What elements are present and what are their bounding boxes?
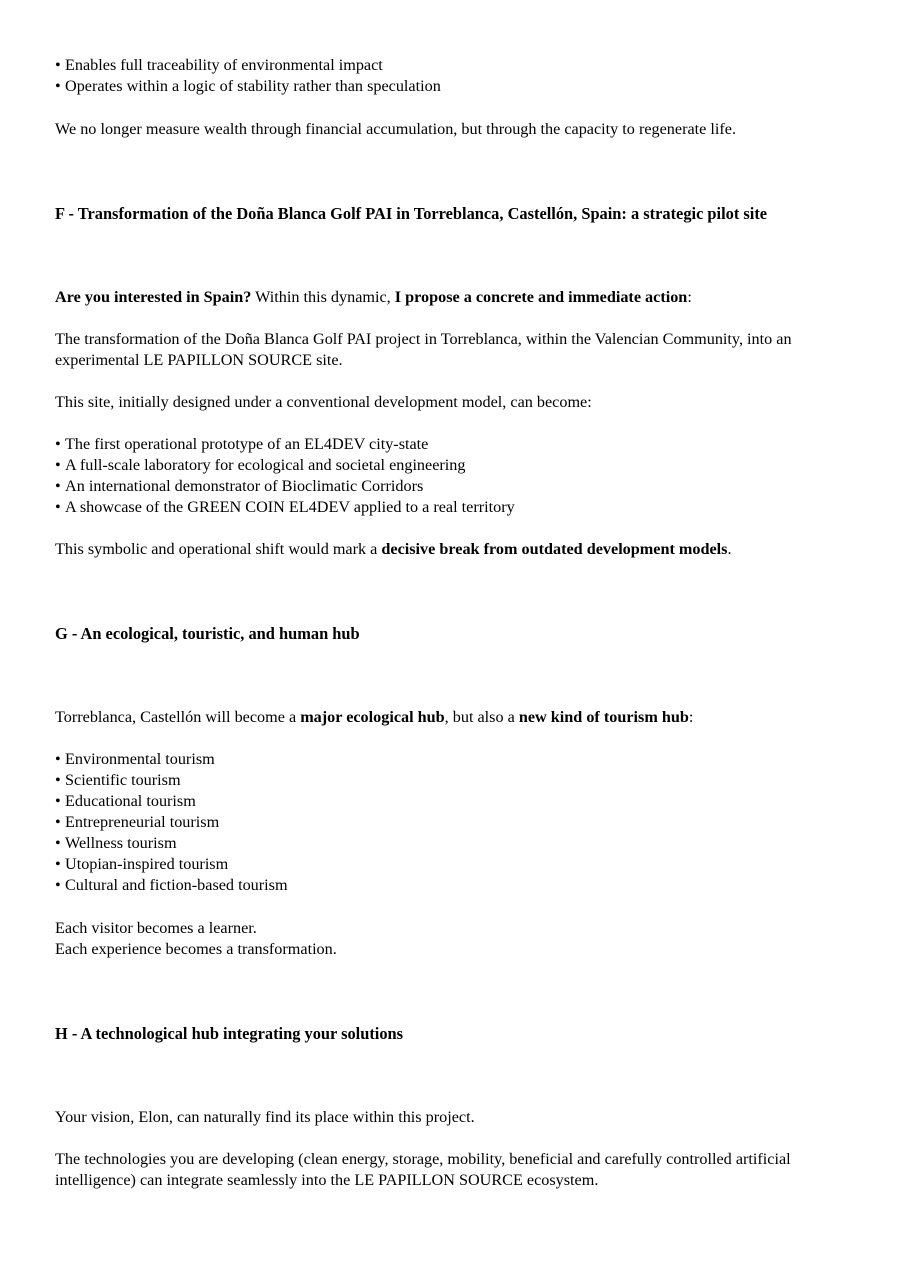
hub-statement-paragraph <box>55 707 840 728</box>
hub-bold-ecological: major ecological hub <box>300 708 445 726</box>
intro-regular-text: Within this dynamic, <box>251 288 395 306</box>
hub-colon: : <box>688 708 694 726</box>
spacer <box>55 224 840 287</box>
list-item <box>55 875 840 896</box>
experience-transformation-line: Each experience becomes a transformation. <box>55 940 337 958</box>
bullet-text: A showcase of the GREEN COIN EL4DEV applied to a real territory <box>65 498 515 516</box>
section-f-heading: F - Transformation of the Doña Blanca Golf PAI in Torreblanca, Castellón, Spain: a strategic pilot site <box>55 204 768 223</box>
list-item <box>55 749 840 770</box>
spacer <box>55 308 840 329</box>
shift-period: . <box>727 540 732 558</box>
bullet-text: Enables full traceability of environmental impact <box>65 56 383 74</box>
bullet-text: Entrepreneurial tourism <box>65 813 220 831</box>
list-item <box>55 770 840 791</box>
intro-bullet-list <box>55 55 840 97</box>
spacer <box>55 1044 840 1107</box>
bullet-text: An international demonstrator of Bioclimatic Corridors <box>65 477 424 495</box>
document-body <box>55 55 840 1191</box>
vision-paragraph: Your vision, Elon, can naturally find its place within this project. <box>55 1108 475 1126</box>
list-item <box>55 434 840 455</box>
bullet-text: Wellness tourism <box>65 834 177 852</box>
technologies-paragraph: The technologies you are developing (clean energy, storage, mobility, beneficial and carefully controlled artificial intelligence) can integrate seamlessly into the LE PAPILLON SOURCE ecosystem. <box>55 1150 791 1189</box>
list-item <box>55 791 840 812</box>
bullet-text: Operates within a logic of stability rather than speculation <box>65 77 441 95</box>
intro-bold-question: Are you interested in Spain? <box>55 288 252 306</box>
intro-bold-action: I propose a concrete and immediate action <box>394 288 688 306</box>
spacer <box>55 518 840 539</box>
hub-regular-text-1: Torreblanca, Castellón will become a <box>55 708 301 726</box>
hub-regular-text-2: , but also a <box>444 708 519 726</box>
spacer <box>55 960 840 1023</box>
shift-regular-text: This symbolic and operational shift would mark a <box>55 540 382 558</box>
list-item <box>55 497 840 518</box>
list-item <box>55 455 840 476</box>
symbolic-shift-paragraph <box>55 539 840 560</box>
spacer <box>55 560 840 623</box>
bullet-text: A full-scale laboratory for ecological and societal engineering <box>65 456 466 474</box>
tourism-bullet-list <box>55 749 840 896</box>
bullet-text: Educational tourism <box>65 792 196 810</box>
spacer <box>55 644 840 707</box>
spacer <box>55 896 840 918</box>
hub-bold-tourism: new kind of tourism hub <box>518 708 689 726</box>
list-item <box>55 476 840 497</box>
bullet-text: The first operational prototype of an EL4DEV city-state <box>65 435 429 453</box>
bullet-text: Environmental tourism <box>65 750 215 768</box>
can-become-bullet-list <box>55 434 840 518</box>
shift-bold-text: decisive break from outdated development models <box>381 540 728 558</box>
list-item <box>55 76 840 97</box>
section-f-intro-paragraph <box>55 287 840 308</box>
section-g-heading: G - An ecological, touristic, and human hub <box>55 624 360 643</box>
visitor-learner-line: Each visitor becomes a learner. <box>55 919 257 937</box>
can-become-lead-in: This site, initially designed under a conventional development model, can become: <box>55 393 592 411</box>
section-h-heading: H - A technological hub integrating your solutions <box>55 1024 404 1043</box>
list-item <box>55 833 840 854</box>
wealth-statement-paragraph: We no longer measure wealth through financial accumulation, but through the capacity to regenerate life. <box>55 120 737 138</box>
transformation-paragraph: The transformation of the Doña Blanca Golf PAI project in Torreblanca, within the Valencian Community, into an experimental LE PAPILLON SOURCE site. <box>55 330 792 369</box>
spacer <box>55 97 840 119</box>
bullet-text: Scientific tourism <box>65 771 181 789</box>
spacer <box>55 371 840 392</box>
bullet-text: Cultural and fiction-based tourism <box>65 876 288 894</box>
list-item <box>55 55 840 76</box>
spacer <box>55 140 840 203</box>
spacer <box>55 413 840 434</box>
bullet-text: Utopian-inspired tourism <box>65 855 229 873</box>
intro-regular-colon: : <box>687 288 692 306</box>
spacer <box>55 728 840 749</box>
spacer <box>55 1128 840 1149</box>
list-item <box>55 812 840 833</box>
list-item <box>55 854 840 875</box>
